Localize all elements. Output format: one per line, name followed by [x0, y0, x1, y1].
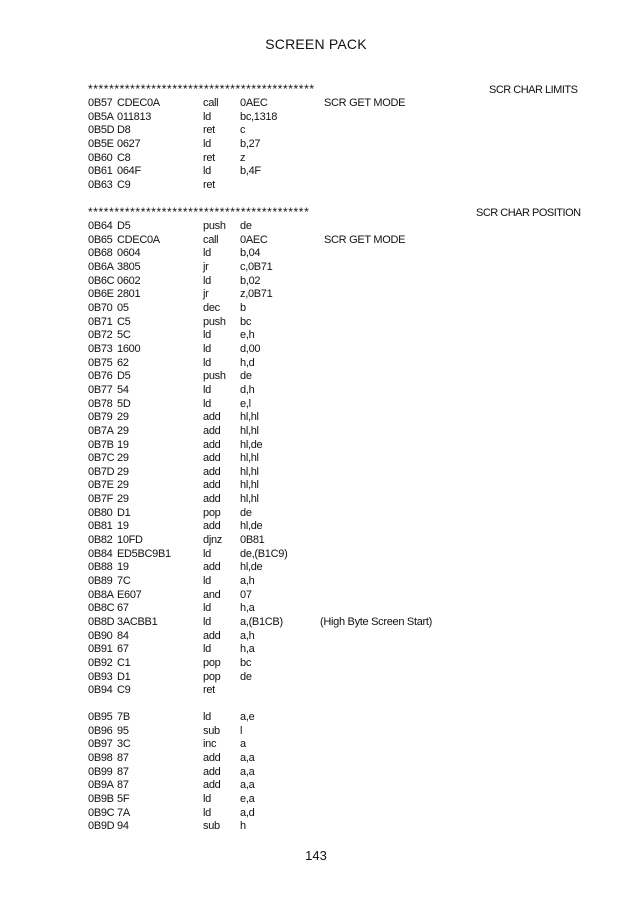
address: 0B84	[88, 547, 113, 560]
mnemonic: ld	[203, 792, 211, 805]
comment: SCR GET MODE	[324, 233, 406, 246]
operand: b,27	[240, 137, 261, 150]
code-line	[88, 820, 608, 834]
hex-bytes: 87	[117, 751, 129, 764]
address: 0B9B	[88, 792, 114, 805]
operand: hl,hl	[240, 479, 259, 492]
hex-bytes: 10FD	[117, 534, 143, 547]
hex-bytes: 3C	[117, 738, 131, 751]
code-line	[88, 288, 608, 302]
mnemonic: ld	[203, 643, 211, 656]
code-line	[88, 507, 608, 521]
operand: z,0B71	[240, 288, 273, 301]
hex-bytes: ED5BC9B1	[117, 547, 171, 560]
address: 0B60	[88, 151, 113, 164]
hex-bytes: 29	[117, 424, 129, 437]
code-line	[88, 411, 608, 425]
address: 0B91	[88, 643, 113, 656]
mnemonic: add	[203, 411, 221, 424]
mnemonic: ret	[203, 178, 215, 191]
code-line	[88, 520, 608, 534]
address: 0B72	[88, 329, 113, 342]
code-line	[88, 343, 608, 357]
hex-bytes: 84	[117, 629, 129, 642]
operand: 0AEC	[240, 233, 268, 246]
hex-bytes: 5D	[117, 397, 131, 410]
address: 0B7B	[88, 438, 114, 451]
comment: (High Byte Screen Start)	[320, 616, 433, 629]
address: 0B89	[88, 575, 113, 588]
address: 0B95	[88, 711, 113, 723]
hex-bytes: 29	[117, 479, 129, 492]
address: 0B7D	[88, 465, 115, 478]
code-line	[88, 752, 608, 766]
mnemonic: ld	[203, 110, 211, 123]
address: 0B61	[88, 165, 113, 178]
hex-bytes: 29	[117, 493, 129, 506]
code-line	[88, 616, 608, 630]
code-line	[88, 138, 608, 152]
mnemonic: pop	[203, 657, 221, 669]
code-line	[88, 261, 608, 275]
address: 0B98	[88, 751, 113, 764]
code-line	[88, 179, 608, 193]
mnemonic: push	[203, 220, 226, 232]
address: 0B94	[88, 684, 113, 697]
operand: hl,de	[240, 561, 263, 574]
address: 0B71	[88, 315, 113, 328]
code-line	[88, 316, 608, 330]
address: 0B82	[88, 534, 113, 547]
operand: de	[240, 670, 252, 683]
code-line	[88, 479, 608, 493]
address: 0B64	[88, 220, 113, 232]
code-line	[88, 630, 608, 644]
hex-bytes: 0604	[117, 247, 141, 260]
code-line	[88, 766, 608, 780]
operand: c,0B71	[240, 260, 273, 273]
address: 0B99	[88, 765, 113, 778]
operand: de,(B1C9)	[240, 547, 288, 560]
address: 0B5D	[88, 124, 115, 137]
mnemonic: add	[203, 520, 221, 533]
mnemonic: add	[203, 779, 221, 792]
operand: bc	[240, 315, 252, 328]
mnemonic: ld	[203, 806, 211, 819]
page-number: 143	[305, 848, 327, 863]
code-line	[88, 165, 608, 179]
hex-bytes: CDEC0A	[117, 233, 160, 246]
section-label: SCR CHAR POSITION	[476, 207, 581, 219]
operand: hl,hl	[240, 452, 259, 465]
operand: z	[240, 151, 246, 164]
mnemonic: call	[203, 233, 219, 246]
mnemonic: call	[203, 97, 219, 109]
address: 0B78	[88, 397, 113, 410]
mnemonic: add	[203, 465, 221, 478]
mnemonic: ld	[203, 711, 211, 723]
operand: b,4F	[240, 165, 261, 178]
code-line	[88, 725, 608, 739]
mnemonic: ld	[203, 356, 211, 369]
operand: 0B81	[240, 534, 265, 547]
hex-bytes: CDEC0A	[117, 97, 160, 109]
operand: b	[240, 301, 246, 314]
address: 0B76	[88, 370, 113, 383]
operand: h,a	[240, 602, 255, 615]
hex-bytes: 011813	[117, 110, 152, 123]
code-line	[88, 152, 608, 166]
code-line	[88, 370, 608, 384]
hex-bytes: 29	[117, 411, 129, 424]
operand: hl,de	[240, 520, 263, 533]
code-line	[88, 671, 608, 685]
hex-bytes: 67	[117, 643, 129, 656]
operand: c	[240, 124, 246, 137]
hex-bytes: 7C	[117, 575, 131, 588]
page-title: SCREEN PACK	[265, 36, 367, 52]
operand: a,h	[240, 575, 255, 588]
hex-bytes: C5	[117, 315, 131, 328]
hex-bytes: 62	[117, 356, 129, 369]
address: 0B9C	[88, 806, 115, 819]
operand: a,(B1CB)	[240, 616, 283, 629]
mnemonic: inc	[203, 738, 217, 751]
section-continuation	[88, 711, 608, 834]
operand: hl,de	[240, 438, 263, 451]
address: 0B63	[88, 178, 113, 191]
code-line	[88, 534, 608, 548]
address: 0B79	[88, 411, 113, 424]
operand: h,a	[240, 643, 255, 656]
code-line	[88, 97, 608, 111]
operand: hl,hl	[240, 465, 259, 478]
address: 0B7A	[88, 424, 114, 437]
address: 0B90	[88, 629, 113, 642]
operand: b,02	[240, 274, 261, 287]
hex-bytes: 7B	[117, 711, 130, 723]
address: 0B73	[88, 342, 113, 355]
hex-bytes: 19	[117, 561, 129, 574]
hex-bytes: 29	[117, 465, 129, 478]
address: 0B81	[88, 520, 113, 533]
mnemonic: sub	[203, 820, 220, 833]
operand: hl,hl	[240, 411, 259, 424]
hex-bytes: 5F	[117, 792, 130, 805]
mnemonic: dec	[203, 301, 220, 314]
section-scr-char-position	[88, 206, 608, 698]
code-line	[88, 384, 608, 398]
code-line	[88, 738, 608, 752]
hex-bytes: 0602	[117, 274, 141, 287]
mnemonic: ld	[203, 383, 211, 396]
code-line	[88, 493, 608, 507]
address: 0B92	[88, 657, 113, 669]
hex-bytes: D1	[117, 506, 131, 519]
code-line	[88, 452, 608, 466]
hex-bytes: C1	[117, 657, 131, 669]
address: 0B7E	[88, 479, 114, 492]
operand: d,h	[240, 383, 255, 396]
address: 0B8A	[88, 588, 114, 601]
operand: a,a	[240, 765, 255, 778]
operand: h	[240, 820, 246, 833]
mnemonic: ret	[203, 684, 215, 697]
address: 0B6E	[88, 288, 114, 301]
code-line	[88, 357, 608, 371]
code-line	[88, 589, 608, 603]
code-line	[88, 711, 608, 725]
mnemonic: and	[203, 588, 221, 601]
hex-bytes: 5C	[117, 329, 131, 342]
code-line	[88, 329, 608, 343]
mnemonic: ld	[203, 342, 211, 355]
address: 0B68	[88, 247, 113, 260]
mnemonic: add	[203, 493, 221, 506]
operand: a,a	[240, 779, 255, 792]
mnemonic: sub	[203, 724, 220, 737]
hex-bytes: 87	[117, 779, 129, 792]
code-line	[88, 779, 608, 793]
mnemonic: add	[203, 452, 221, 465]
address: 0B70	[88, 301, 113, 314]
code-line	[88, 602, 608, 616]
code-line	[88, 302, 608, 316]
address: 0B77	[88, 383, 113, 396]
section-header	[88, 206, 608, 220]
address: 0B96	[88, 724, 113, 737]
hex-bytes: D1	[117, 670, 131, 683]
address: 0B6C	[88, 274, 115, 287]
address: 0B8D	[88, 616, 115, 629]
mnemonic: add	[203, 629, 221, 642]
section-header	[88, 83, 608, 97]
mnemonic: ld	[203, 616, 211, 629]
hex-bytes: 0627	[117, 137, 141, 150]
address: 0B65	[88, 233, 113, 246]
mnemonic: ld	[203, 165, 211, 178]
code-line	[88, 684, 608, 698]
operand: a,h	[240, 629, 255, 642]
code-line	[88, 439, 608, 453]
operand: a,d	[240, 806, 255, 819]
code-line	[88, 466, 608, 480]
code-line	[88, 124, 608, 138]
address: 0B97	[88, 738, 113, 751]
address: 0B75	[88, 356, 113, 369]
code-line	[88, 247, 608, 261]
mnemonic: pop	[203, 506, 221, 519]
hex-bytes: 19	[117, 438, 129, 451]
address: 0B9D	[88, 820, 115, 833]
hex-bytes: 064F	[117, 165, 141, 178]
operand: l	[240, 724, 243, 737]
address: 0B5A	[88, 110, 114, 123]
mnemonic: pop	[203, 670, 221, 683]
hex-bytes: C9	[117, 684, 131, 697]
operand: d,00	[240, 342, 261, 355]
hex-bytes: 1600	[117, 342, 141, 355]
mnemonic: add	[203, 751, 221, 764]
code-line	[88, 807, 608, 821]
code-line	[88, 111, 608, 125]
code-line	[88, 657, 608, 671]
mnemonic: add	[203, 424, 221, 437]
operand: bc	[240, 657, 252, 669]
code-line	[88, 275, 608, 289]
operand: 07	[240, 588, 252, 601]
separator-stars: *******************************************	[88, 82, 315, 96]
mnemonic: ret	[203, 151, 215, 164]
address: 0B57	[88, 97, 113, 109]
mnemonic: ret	[203, 124, 215, 137]
hex-bytes: 67	[117, 602, 129, 615]
mnemonic: djnz	[203, 534, 222, 547]
operand: hl,hl	[240, 424, 259, 437]
hex-bytes: 95	[117, 724, 129, 737]
operand: de	[240, 506, 252, 519]
address: 0B7F	[88, 493, 114, 506]
mnemonic: add	[203, 765, 221, 778]
code-line	[88, 561, 608, 575]
code-line	[88, 220, 608, 234]
hex-bytes: D5	[117, 370, 131, 383]
mnemonic: jr	[203, 260, 209, 273]
code-line	[88, 643, 608, 657]
address: 0B88	[88, 561, 113, 574]
operand: de	[240, 220, 252, 232]
mnemonic: ld	[203, 247, 211, 260]
address: 0B7C	[88, 452, 115, 465]
mnemonic: add	[203, 438, 221, 451]
mnemonic: ld	[203, 137, 211, 150]
section-scr-char-limits	[88, 83, 608, 193]
operand: 0AEC	[240, 97, 268, 109]
mnemonic: ld	[203, 329, 211, 342]
hex-bytes: 3ACBB1	[117, 616, 158, 629]
hex-bytes: C9	[117, 178, 131, 191]
comment: SCR GET MODE	[324, 97, 406, 109]
operand: b,04	[240, 247, 261, 260]
operand: a,a	[240, 751, 255, 764]
hex-bytes: 3805	[117, 260, 141, 273]
address: 0B9A	[88, 779, 114, 792]
operand: bc,1318	[240, 110, 278, 123]
address: 0B80	[88, 506, 113, 519]
mnemonic: push	[203, 370, 226, 383]
operand: a,e	[240, 711, 255, 723]
operand: a	[240, 738, 246, 751]
hex-bytes: 2801	[117, 288, 141, 301]
code-line	[88, 425, 608, 439]
address: 0B8C	[88, 602, 115, 615]
operand: hl,hl	[240, 493, 259, 506]
operand: de	[240, 370, 252, 383]
mnemonic: add	[203, 479, 221, 492]
mnemonic: ld	[203, 575, 211, 588]
mnemonic: add	[203, 561, 221, 574]
hex-bytes: 54	[117, 383, 129, 396]
hex-bytes: D8	[117, 124, 131, 137]
hex-bytes: 05	[117, 301, 129, 314]
code-line	[88, 234, 608, 248]
hex-bytes: 87	[117, 765, 129, 778]
separator-stars: ******************************************	[88, 205, 310, 219]
address: 0B6A	[88, 260, 114, 273]
address: 0B93	[88, 670, 113, 683]
operand: e,h	[240, 329, 255, 342]
mnemonic: ld	[203, 274, 211, 287]
mnemonic: jr	[203, 288, 209, 301]
address: 0B5E	[88, 137, 114, 150]
code-line	[88, 398, 608, 412]
code-line	[88, 575, 608, 589]
hex-bytes: D5	[117, 220, 131, 232]
hex-bytes: 29	[117, 452, 129, 465]
mnemonic: ld	[203, 397, 211, 410]
operand: e,a	[240, 792, 255, 805]
hex-bytes: 7A	[117, 806, 130, 819]
code-line	[88, 548, 608, 562]
operand: h,d	[240, 356, 255, 369]
operand: e,l	[240, 397, 251, 410]
hex-bytes: E607	[117, 588, 142, 601]
mnemonic: push	[203, 315, 226, 328]
code-line	[88, 793, 608, 807]
hex-bytes: 19	[117, 520, 129, 533]
mnemonic: ld	[203, 602, 211, 615]
mnemonic: ld	[203, 547, 211, 560]
hex-bytes: 94	[117, 820, 129, 833]
hex-bytes: C8	[117, 151, 131, 164]
section-label: SCR CHAR LIMITS	[489, 84, 578, 96]
